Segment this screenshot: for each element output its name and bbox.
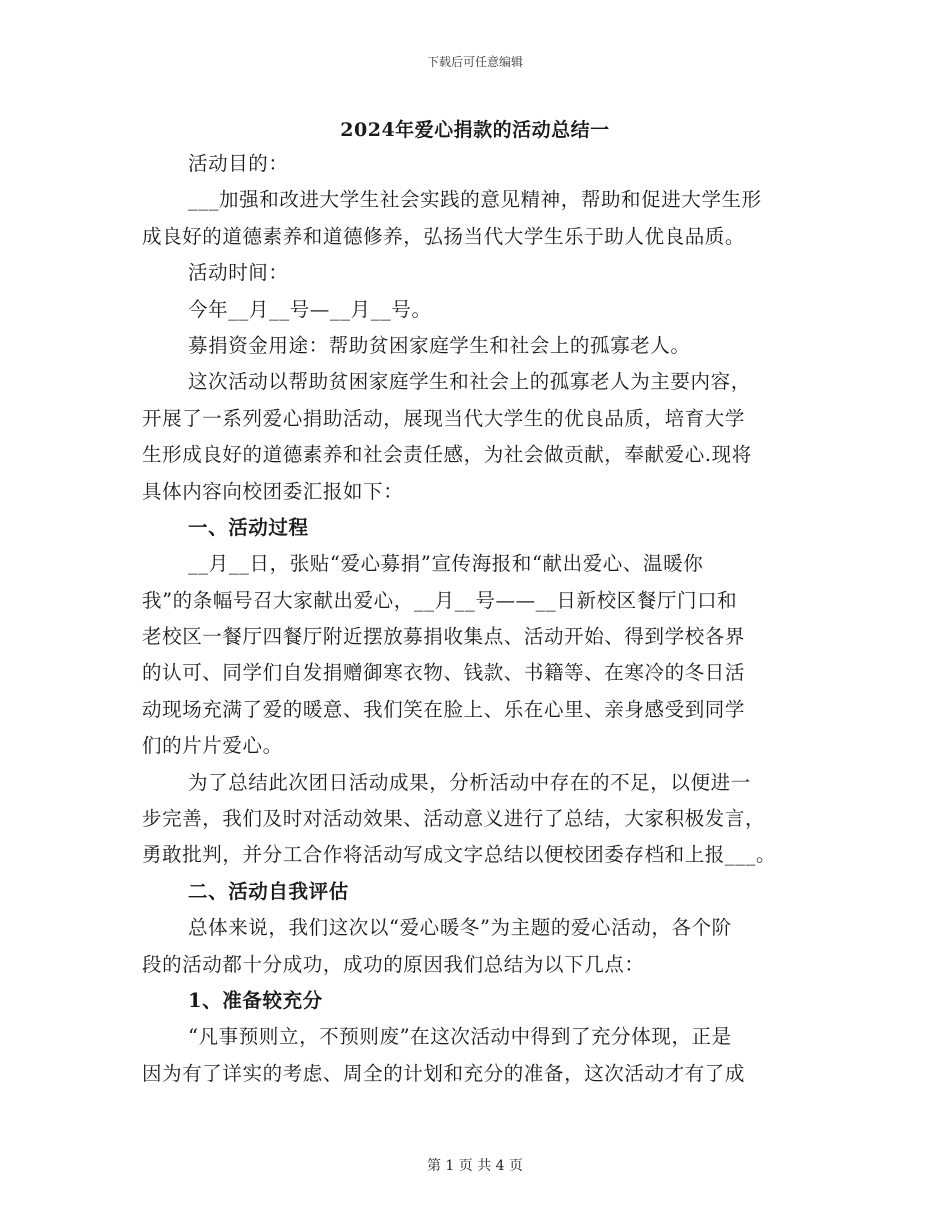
document-body <box>142 146 810 1092</box>
section-heading: 二、活动自我评估 <box>188 879 349 903</box>
paragraph-line: 为了总结此次团日活动成果，分析活动中存在的不足，以便进一 <box>188 770 751 794</box>
paragraph-line: ___加强和改进大学生社会实践的意见精神，帮助和促进大学生形 <box>188 188 762 212</box>
paragraph-line: 开展了一系列爱心捐助活动，展现当代大学生的优良品质，培育大学 <box>142 406 746 430</box>
paragraph-line: 活动目的： <box>188 152 289 175</box>
paragraph-line: 勇敢批判，并分工合作将活动写成文字总结以便校团委存档和上报___。 <box>142 843 777 867</box>
paragraph-line: 动现场充满了爱的暖意、我们笑在脸上、乐在心里、亲身感受到同学 <box>142 697 746 721</box>
paragraph-line: 们的片片爱心。 <box>142 734 283 758</box>
paragraph-line: 因为有了详实的考虑、周全的计划和充分的准备，这次活动才有了成 <box>142 1061 746 1085</box>
paragraph-line: 老校区一餐厅四餐厅附近摆放募捐收集点、活动开始、得到学校各界 <box>142 625 746 649</box>
paragraph-line: 步完善，我们及时对活动效果、活动意义进行了总结，大家积极发言， <box>142 807 766 831</box>
paragraph-line: 生形成良好的道德素养和社会责任感，为社会做贡献，奉献爱心.现将 <box>142 443 752 467</box>
paragraph-line: 募捐资金用途：帮助贫困家庭学生和社会上的孤寡老人。 <box>188 333 691 357</box>
document-title: 2024年爱心捐款的活动总结一 <box>340 119 610 141</box>
paragraph-line: 总体来说，我们这次以“爱心暖冬”为主题的爱心活动，各个阶 <box>188 916 732 940</box>
paragraph-line: 今年__月__号—__月__号。 <box>188 297 432 321</box>
paragraph-line: 我”的条幅号召大家献出爱心，__月__号——__日新校区餐厅门口和 <box>142 588 738 612</box>
paragraph-line: __月__日，张贴“爱心募捐”宣传海报和“献出爱心、温暖你 <box>188 552 704 576</box>
paragraph-line: 活动时间： <box>188 261 289 285</box>
paragraph-line: “凡事预则立，不预则废”在这次活动中得到了充分体现，正是 <box>188 1025 732 1049</box>
paragraph-line: 段的活动都十分成功，成功的原因我们总结为以下几点： <box>142 952 645 976</box>
subsection-heading: 1、准备较充分 <box>188 988 323 1012</box>
page-header: 下载后可任意编辑 <box>426 55 523 69</box>
section-heading: 一、活动过程 <box>188 515 309 539</box>
page-footer: 第 1 页 共 4 页 <box>426 1158 524 1174</box>
paragraph-line: 的认可、同学们自发捐赠御寒衣物、钱款、书籍等、在寒冷的冬日活 <box>142 661 746 685</box>
paragraph-line: 这次活动以帮助贫困家庭学生和社会上的孤寡老人为主要内容， <box>188 370 751 394</box>
paragraph-line: 成良好的道德素养和道德修养，弘扬当代大学生乐于助人优良品质。 <box>142 224 746 248</box>
paragraph-line: 具体内容向校团委汇报如下： <box>142 479 404 503</box>
